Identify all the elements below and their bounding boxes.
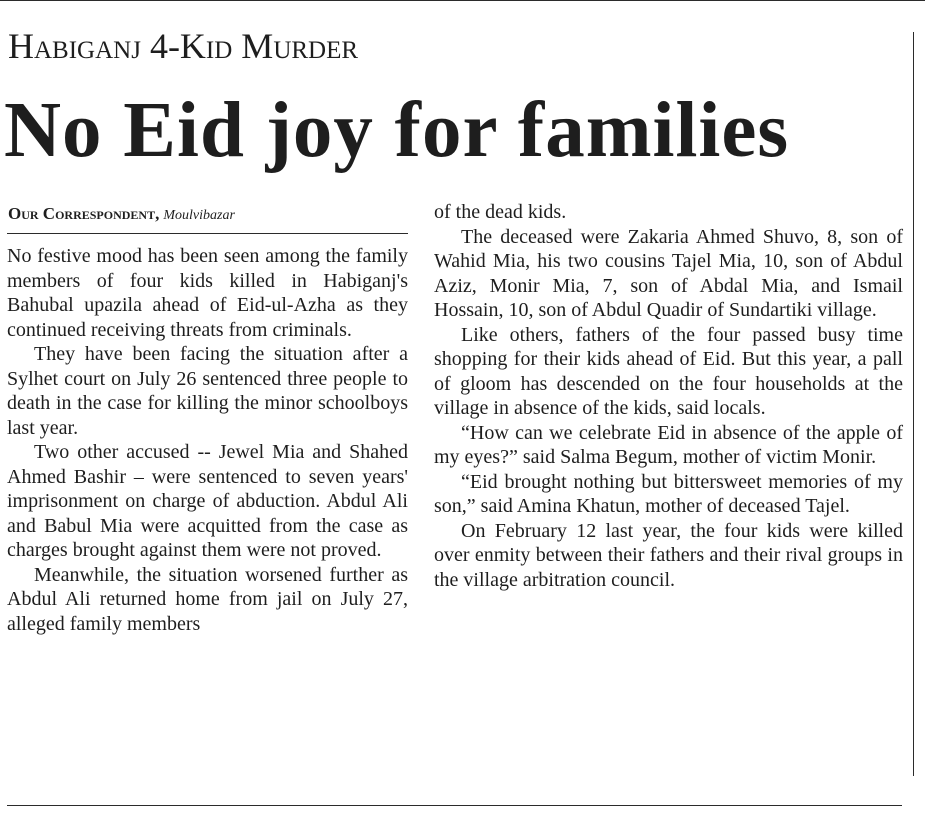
paragraph: Like others, fathers of the four passed busy time shopping for their kids ahead of Eid. But this year, a pall of gloom has descended on the four households at the village in absence of the kids, said locals. xyxy=(434,323,903,419)
paragraph: They have been facing the situation after a Sylhet court on July 26 sentenced three people to death in the case for killing the minor schoolboys last year. xyxy=(7,343,408,439)
paragraph: The deceased were Zakaria Ahmed Shuvo, 8, son of Wahid Mia, his two cousins Tajel Mia, 10, son of Abdul Aziz, Monir Mia, 7, son of Abdal Mia, and Ismail Hossain, 10, son of Abdul Quadir of Sundartiki village. xyxy=(434,225,903,321)
bottom-rule xyxy=(7,805,902,806)
byline-author: Our Correspondent, xyxy=(8,204,160,223)
article-column-2 xyxy=(434,200,903,592)
right-column-rule xyxy=(913,32,914,776)
article-column-1 xyxy=(7,244,408,636)
paragraph: Two other accused -- Jewel Mia and Shahed Ahmed Bashir – were sentenced to seven years' imprisonment on charge of abduction. Abdul Ali and Babul Mia were acquitted from the case as charges brought against them were not proved. xyxy=(7,441,408,561)
byline xyxy=(8,204,235,226)
paragraph: Meanwhile, the situation worsened further as Abdul Ali returned home from jail on July 27, alleged family members xyxy=(7,563,408,635)
paragraph: “How can we celebrate Eid in absence of the apple of my eyes?” said Salma Begum, mother of victim Monir. xyxy=(434,421,903,468)
paragraph: On February 12 last year, the four kids were killed over enmity between their fathers and their rival groups in the village arbitration council. xyxy=(434,519,903,591)
byline-location: Moulvibazar xyxy=(163,208,235,223)
byline-rule xyxy=(7,233,408,234)
kicker: Habiganj 4-Kid Murder xyxy=(8,26,359,66)
paragraph: No festive mood has been seen among the family members of four kids killed in Habiganj's Bahubal upazila ahead of Eid-ul-Azha as they continued receiving threats from criminals. xyxy=(7,245,408,341)
paragraph-continued: of the dead kids. xyxy=(434,201,567,223)
top-rule xyxy=(0,0,925,1)
paragraph: “Eid brought nothing but bittersweet memories of my son,” said Amina Khatun, mother of deceased Tajel. xyxy=(434,470,903,517)
headline: No Eid joy for families xyxy=(4,87,790,174)
